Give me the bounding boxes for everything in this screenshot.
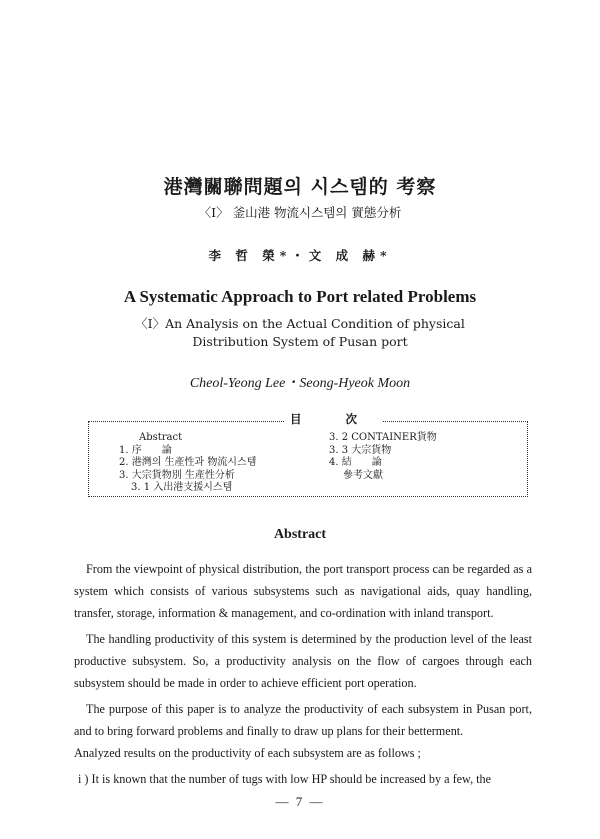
toc-item: 3. 1 入出港支援시스템	[131, 482, 233, 493]
toc-item: 1. 序 論	[119, 444, 172, 456]
toc-item: 3. 3 大宗貨物	[329, 444, 392, 456]
abstract-paragraph: From the viewpoint of physical distribution, the port transport process can be regarded as a system which consists of various subsystems such as navigational aids, quay handling, transfer, storage, information & management, and co-ordination with inland transport.	[74, 562, 532, 620]
korean-title: 港灣關聯問題의 시스템的 考察	[163, 176, 437, 198]
abstract-paragraph: The purpose of this paper is to analyze the productivity of each subsystem in Pusan port, and to bring forward problems and finally to draw up plans for their betterment.	[74, 702, 532, 738]
english-subtitle-line-2: Distribution System of Pusan port	[192, 334, 408, 349]
toc-item: 參考文獻	[343, 469, 383, 481]
toc-item: 3. 2 CONTAINER貨物	[329, 432, 437, 443]
english-title: A Systematic Approach to Port related Problems	[123, 287, 477, 306]
toc-item: 2. 港灣의 生產性과 物流시스템	[119, 457, 257, 468]
toc-heading: 目 次	[284, 411, 383, 427]
table-of-contents	[88, 412, 528, 497]
korean-subtitle: 〈I〉 釜山港 物流시스템의 實態分析	[198, 205, 402, 220]
abstract-paragraph: The handling productivity of this system is determined by the production level of the least productive subsystem. So, a productivity analysis on the flow of cargoes through each subsystem should be made in order to achieve efficient port operation.	[74, 632, 532, 690]
toc-right-column	[329, 432, 437, 482]
page-number: — 7 —	[275, 794, 325, 809]
abstract-body	[74, 558, 532, 790]
toc-item: Abstract	[139, 432, 183, 443]
english-subtitle-line-1: 〈I〉An Analysis on the Actual Condition of physical	[135, 316, 465, 331]
abstract-heading: Abstract	[273, 527, 327, 542]
toc-left-column	[119, 432, 256, 495]
abstract-paragraph: Analyzed results on the productivity of each subsystem are as follows ;	[74, 746, 421, 760]
english-authors: Cheol-Yeong Lee・Seong-Hyeok Moon	[189, 376, 411, 391]
abstract-paragraph: i ) It is known that the number of tugs with low HP should be increased by a few, the	[78, 772, 492, 786]
korean-authors: 李 哲 榮*・文 成 赫*	[208, 248, 392, 263]
toc-item: 4. 結 論	[329, 457, 382, 468]
toc-item: 3. 大宗貨物別 生產性分析	[119, 469, 235, 481]
